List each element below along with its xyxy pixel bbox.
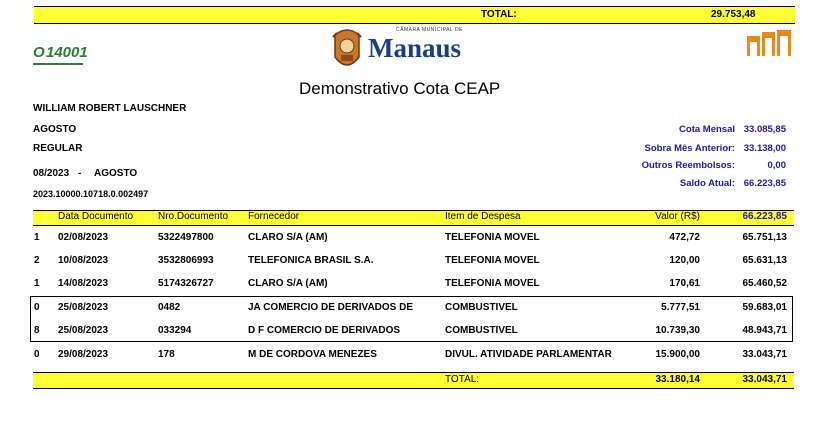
- row-value: 170,61: [669, 278, 700, 289]
- row-date: 14/08/2023: [58, 278, 109, 289]
- row-doc-number: 5322497800: [158, 232, 214, 243]
- table-row: [0, 325, 826, 343]
- period-month: AGOSTO: [94, 168, 138, 179]
- row-supplier: CLARO S/A (AM): [248, 232, 328, 243]
- summary-label-cota: Cota Mensal: [679, 124, 735, 135]
- row-supplier: CLARO S/A (AM): [248, 278, 328, 289]
- summary-value-saldo: 66.223,85: [743, 178, 786, 189]
- row-doc-number: 5174326727: [158, 278, 214, 289]
- iso-logo-number: 14001: [46, 44, 88, 61]
- row-supplier: M DE CORDOVA MENEZES: [248, 349, 377, 360]
- col-header-balance: 66.223,85: [742, 211, 787, 222]
- summary-value-sobra: 33.138,00: [743, 143, 786, 154]
- col-header-date: Data Documento: [58, 211, 134, 222]
- table-row: [0, 349, 826, 367]
- row-expense-item: TELEFONIA MOVEL: [445, 278, 540, 289]
- building-logo-icon: [747, 30, 791, 56]
- period-separator: -: [78, 168, 82, 179]
- iso-logo-prefix: O: [33, 44, 45, 61]
- row-date: 25/08/2023: [58, 302, 109, 313]
- row-index: 8: [34, 325, 40, 336]
- row-date: 10/08/2023: [58, 255, 109, 266]
- row-index: 1: [34, 278, 40, 289]
- summary-value-outros: 0,00: [767, 160, 786, 171]
- top-total-bar: [34, 6, 795, 24]
- footer-total-value: 33.180,14: [655, 374, 700, 385]
- top-total-value: 29.753,48: [711, 9, 756, 20]
- camara-org-small: CÂMARA MUNICIPAL DE: [396, 27, 464, 33]
- row-balance: 65.751,13: [742, 232, 787, 243]
- col-header-value: Valor (R$): [655, 211, 700, 222]
- row-balance: 65.460,52: [742, 278, 787, 289]
- row-supplier: D F COMERCIO DE DERIVADOS: [248, 325, 401, 336]
- row-doc-number: 3532806993: [158, 255, 214, 266]
- camara-org-name: Manaus: [368, 33, 462, 63]
- row-balance: 59.683,01: [742, 302, 787, 313]
- col-header-item: Item de Despesa: [445, 211, 521, 222]
- footer-total-balance: 33.043,71: [742, 374, 787, 385]
- row-date: 29/08/2023: [58, 349, 109, 360]
- row-expense-item: COMBUSTIVEL: [445, 325, 518, 336]
- row-balance: 65.631,13: [742, 255, 787, 266]
- row-doc-number: 033294: [158, 325, 192, 336]
- deputy-name: WILLIAM ROBERT LAUSCHNER: [33, 103, 187, 114]
- top-total-label: TOTAL:: [481, 9, 517, 20]
- table-row: [0, 278, 826, 296]
- reference-month: AGOSTO: [33, 124, 77, 135]
- document-title: Demonstrativo Cota CEAP: [299, 79, 501, 98]
- row-expense-item: TELEFONIA MOVEL: [445, 232, 540, 243]
- row-value: 472,72: [669, 232, 700, 243]
- col-header-doc: Nro.Documento: [158, 211, 229, 222]
- iso-logo-underline: [33, 63, 83, 65]
- row-balance: 33.043,71: [742, 349, 787, 360]
- row-value: 5.777,51: [661, 302, 700, 313]
- row-date: 25/08/2023: [58, 325, 109, 336]
- summary-label-sobra: Sobra Mês Anterior:: [644, 143, 735, 154]
- summary-label-saldo: Saldo Atual:: [679, 178, 735, 189]
- row-doc-number: 178: [158, 349, 175, 360]
- row-value: 10.739,30: [655, 325, 700, 336]
- col-header-supplier: Fornecedor: [248, 211, 300, 222]
- row-balance: 48.943,71: [742, 325, 787, 336]
- row-supplier: TELEFONICA BRASIL S.A.: [248, 255, 374, 266]
- period-date: 08/2023: [33, 168, 70, 179]
- row-expense-item: COMBUSTIVEL: [445, 302, 518, 313]
- summary-value-cota: 33.085,85: [743, 124, 786, 135]
- row-value: 15.900,00: [655, 349, 700, 360]
- table-row: [0, 255, 826, 273]
- row-index: 0: [34, 302, 40, 313]
- table-header-row: [0, 211, 826, 229]
- table-row: [0, 232, 826, 250]
- table-row: [0, 302, 826, 320]
- status-text: REGULAR: [33, 143, 83, 154]
- row-date: 02/08/2023: [58, 232, 109, 243]
- iso-logo: [33, 44, 93, 70]
- row-value: 120,00: [669, 255, 700, 266]
- summary-label-outros: Outros Reembolsos:: [641, 160, 735, 171]
- process-number: 2023.10000.10718.0.002497: [33, 189, 149, 199]
- row-index: 2: [34, 255, 40, 266]
- camara-crest-icon: [331, 27, 363, 73]
- row-index: 1: [34, 232, 40, 243]
- footer-total-label: TOTAL:: [445, 374, 480, 385]
- table-footer-row: [0, 374, 826, 392]
- row-doc-number: 0482: [158, 302, 181, 313]
- row-expense-item: DIVUL. ATIVIDADE PARLAMENTAR: [445, 349, 612, 360]
- row-expense-item: TELEFONIA MOVEL: [445, 255, 540, 266]
- row-index: 0: [34, 349, 40, 360]
- row-supplier: JA COMERCIO DE DERIVADOS DE: [248, 302, 414, 313]
